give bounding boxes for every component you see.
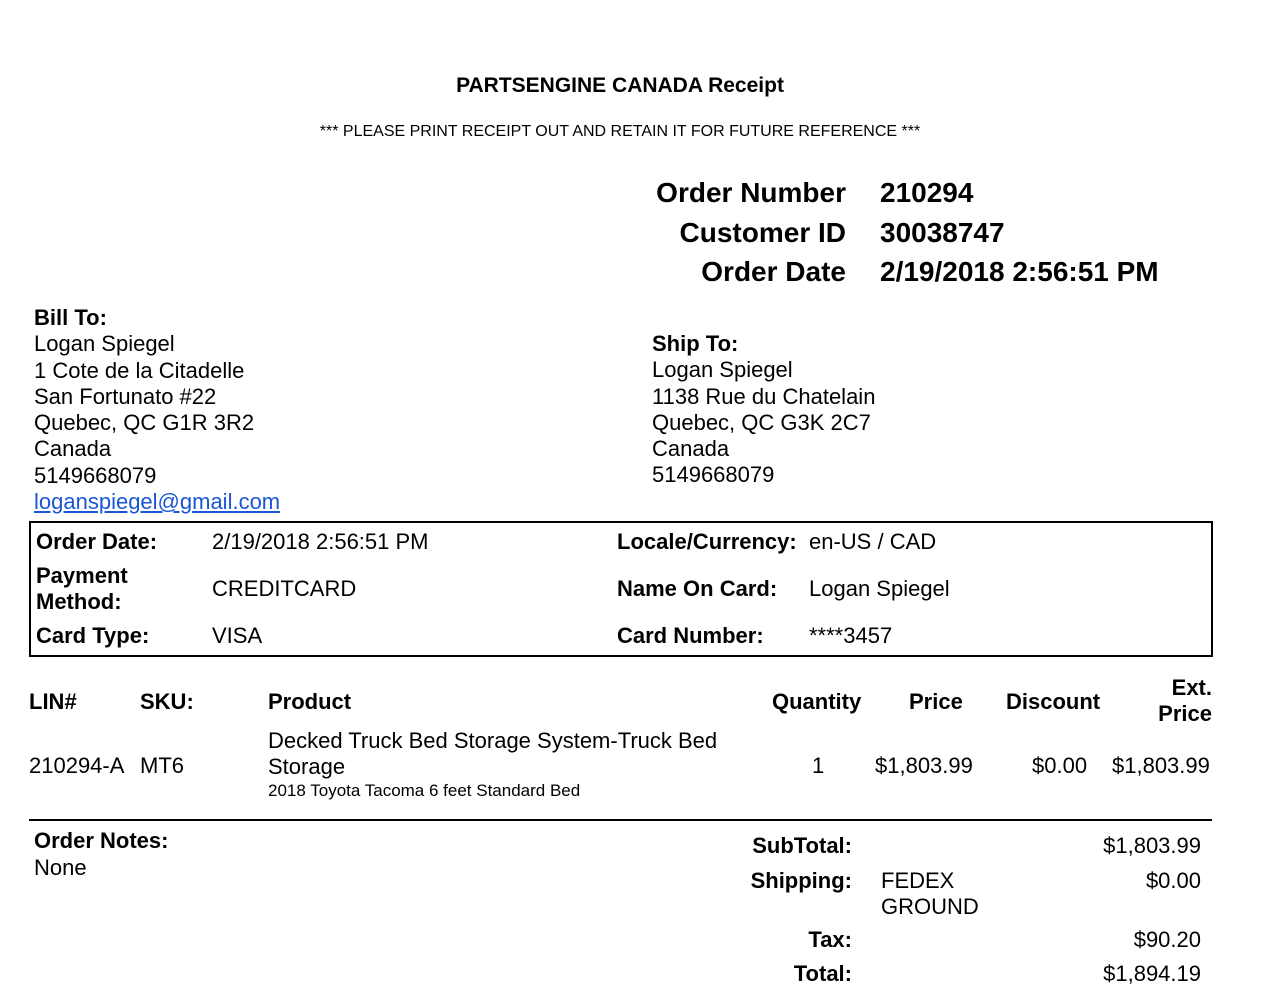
ship-to-city: Quebec, QC G3K 2C7 <box>652 409 871 435</box>
payment-method-value: CREDITCARD <box>212 576 357 601</box>
col-header-ext-price-line2: Price <box>1158 701 1212 726</box>
shipping-label: Shipping: <box>750 868 852 893</box>
item-sku: MT6 <box>140 753 184 778</box>
bill-to-phone: 5149668079 <box>34 462 157 488</box>
card-number-value: ****3457 <box>809 623 893 648</box>
total-label: Total: <box>793 961 852 986</box>
total-value: $1,894.19 <box>1103 961 1201 986</box>
order-notes-heading: Order Notes: <box>34 828 169 853</box>
locale-currency-label: Locale/Currency: <box>617 529 797 554</box>
shipping-value: $0.00 <box>1145 868 1201 893</box>
item-product-detail: 2018 Toyota Tacoma 6 feet Standard Bed <box>268 781 581 800</box>
col-header-ext-price-line1: Ext. <box>1171 675 1212 700</box>
card-type-label: Card Type: <box>36 623 150 648</box>
ship-to-street: 1138 Rue du Chatelain <box>652 383 876 409</box>
totals-divider <box>29 819 1212 821</box>
ship-to-country: Canada <box>652 436 730 462</box>
item-product-line2: Storage <box>268 754 346 779</box>
locale-currency-value: en-US / CAD <box>809 529 937 554</box>
customer-id-value: 30038747 <box>880 217 1005 248</box>
bill-to-email-link[interactable]: loganspiegel@gmail.com <box>34 489 281 515</box>
order-notes-text: None <box>34 855 87 880</box>
item-ext-price: $1,803.99 <box>1112 753 1210 778</box>
name-on-card-label: Name On Card: <box>617 576 778 601</box>
card-number-label: Card Number: <box>617 623 764 648</box>
tax-value: $90.20 <box>1133 927 1201 952</box>
subtotal-value: $1,803.99 <box>1103 833 1201 858</box>
col-header-price: Price <box>909 689 963 714</box>
col-header-lin: LIN# <box>29 689 77 714</box>
shipping-method <box>881 868 979 920</box>
bill-to-heading: Bill To: <box>34 305 107 330</box>
col-header-sku: SKU: <box>140 689 194 714</box>
tax-label: Tax: <box>808 927 852 952</box>
customer-id-label: Customer ID <box>679 217 846 248</box>
payment-method-label <box>36 563 128 615</box>
payment-method-label-line2: Method: <box>36 589 122 614</box>
item-quantity: 1 <box>812 753 825 778</box>
name-on-card-value: Logan Spiegel <box>809 576 950 601</box>
ship-to-phone: 5149668079 <box>652 462 775 488</box>
item-discount: $0.00 <box>1032 753 1088 778</box>
item-lin: 210294-A <box>29 753 125 778</box>
item-product-line1: Decked Truck Bed Storage System-Truck Bed <box>268 728 718 753</box>
ship-to-block <box>652 331 875 489</box>
col-header-discount: Discount <box>1006 689 1101 714</box>
ship-to-name: Logan Spiegel <box>652 357 793 383</box>
bill-to-name: Logan Spiegel <box>34 331 175 357</box>
ship-to-heading: Ship To: <box>652 331 739 356</box>
bill-to-city: Quebec, QC G1R 3R2 <box>34 410 255 436</box>
shipping-method-line1: FEDEX <box>881 868 955 893</box>
bill-to-country: Canada <box>34 436 112 462</box>
bill-to-street: 1 Cote de la Citadelle <box>34 357 245 383</box>
order-number-value: 210294 <box>880 177 974 208</box>
print-notice: *** PLEASE PRINT RECEIPT OUT AND RETAIN IT FOR FUTURE REFERENCE *** <box>319 123 921 140</box>
payment-method-label-line1: Payment <box>36 563 128 588</box>
card-type-value: VISA <box>212 623 263 648</box>
item-product <box>268 728 717 802</box>
payment-order-date-value: 2/19/2018 2:56:51 PM <box>212 529 429 554</box>
bill-to-street2: San Fortunato #22 <box>34 383 217 409</box>
shipping-method-line2: GROUND <box>881 894 979 919</box>
subtotal-label: SubTotal: <box>752 833 852 858</box>
order-number-label: Order Number <box>656 177 846 208</box>
col-header-product: Product <box>268 689 352 714</box>
receipt-title: PARTSENGINE CANADA Receipt <box>456 74 784 97</box>
col-header-ext-price <box>1112 675 1212 727</box>
col-header-quantity: Quantity <box>772 689 862 714</box>
order-date-label: Order Date <box>701 256 846 287</box>
payment-order-date-label: Order Date: <box>36 529 158 554</box>
order-date-value: 2/19/2018 2:56:51 PM <box>880 256 1159 287</box>
bill-to-block <box>34 305 280 515</box>
item-price: $1,803.99 <box>875 753 973 778</box>
